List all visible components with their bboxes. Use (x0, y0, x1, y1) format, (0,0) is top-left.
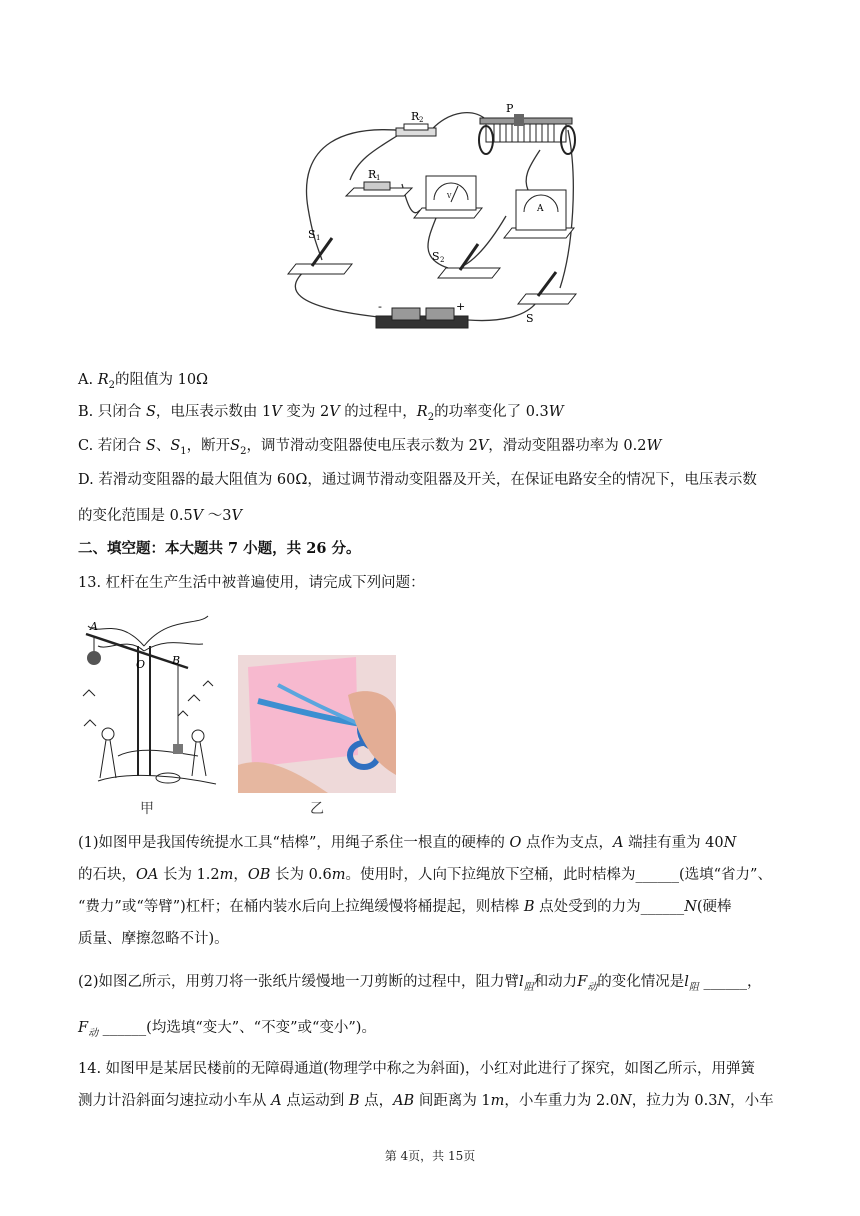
option-d-line1: D. 若滑动变阻器的最大阻值为 60Ω，通过调节滑动变阻器及开关，在保证电路安全的情况下，电压表示数 (78, 472, 757, 488)
svg-text:P: P (506, 102, 514, 115)
shadoof-illustration (78, 606, 220, 796)
svg-text:-: - (378, 300, 382, 313)
rheostat (479, 102, 575, 154)
r2-resistor (396, 110, 436, 136)
svg-text:S: S (308, 228, 316, 241)
q13-p1-line3: “费力”或“等臂”)杠杆；在桶内装水后向上拉绳缓慢将桶提起，则桔槔 B 点处受到的力为______N(硬棒 (78, 899, 732, 915)
ammeter (504, 190, 574, 238)
option-a: A. $R_2$的阻值为 10Ω (78, 372, 209, 391)
q14-line2: 测力计沿斜面匀速拉动小车从 A 点运动到 B 点，AB 间距离为 1m，小车重力为 2.0N，拉力为 0.3N，小车 (78, 1093, 774, 1109)
svg-text:R: R (411, 110, 420, 123)
figure-caption-yi: 乙 (310, 801, 324, 817)
switch-s (518, 272, 576, 325)
svg-text:R: R (368, 168, 377, 181)
q13-p1-line2: 的石块，OA 长为 1.2m，OB 长为 0.6m。使用时，人向下拉绳放下空桶，此时桔槔为______(选填“省力”、 (78, 867, 772, 883)
page-footer: 第 4页，共 15页 (384, 1149, 476, 1163)
q14-line1: 14. 如图甲是某居民楼前的无障碍通道(物理学中称之为斜面)，小红对此进行了探究，如图乙所示，用弹簧 (78, 1061, 755, 1077)
option-d-line2: 的变化范围是 0.5V ～3V (78, 508, 242, 524)
svg-text:A: A (90, 620, 98, 633)
section-heading: 二、填空题：本大题共 7 小题，共 26 分。 (78, 540, 361, 557)
switch-s2 (432, 244, 500, 278)
option-c: C. 若闭合 S、$S_1$，断开$S_2$，调节滑动变阻器使电压表示数为 2V，滑动变阻器功率为 0.2W (78, 438, 662, 457)
svg-text:1: 1 (316, 234, 321, 242)
svg-text:2: 2 (419, 116, 424, 124)
q13-stem: 13. 杠杆在生产生活中被普遍使用，请完成下列问题： (78, 575, 425, 591)
svg-text:2: 2 (440, 256, 445, 264)
q13-p1-line4: 质量、摩擦忽略不计)。 (78, 931, 229, 947)
circuit-figure (278, 98, 582, 334)
voltmeter (414, 176, 482, 218)
svg-text:B: B (172, 654, 181, 667)
figure-caption-jia: 甲 (140, 801, 154, 817)
q13-p2-line2: $F_动$ ______(均选填“变大”、“不变”或“变小”)。 (78, 1020, 376, 1039)
svg-text:1: 1 (376, 174, 381, 182)
svg-text:S: S (526, 312, 534, 325)
q13-p2-line1: (2)如图乙所示，用剪刀将一张纸片缓慢地一刀剪断的过程中，阻力臂$l_阻$和动力$F_动$的变化情况是$l_阻$ ______， (78, 974, 762, 993)
svg-text:S: S (432, 250, 440, 263)
option-b: B. 只闭合 S，电压表示数由 1V 变为 2V 的过程中，$R_2$的功率变化了 0.3W (78, 404, 564, 423)
switch-s1 (288, 228, 352, 274)
svg-text:+: + (456, 300, 466, 313)
svg-text:A: A (537, 204, 544, 214)
svg-text:V: V (447, 193, 452, 200)
battery (376, 300, 468, 328)
svg-text:O: O (136, 658, 146, 671)
r1-resistor (346, 168, 412, 196)
q13-p1-line1: (1)如图甲是我国传统提水工具“桔槔”，用绳子系住一根直的硬棒的 O 点作为支点，A 端挂有重为 40N (78, 835, 737, 851)
scissors-photo (238, 655, 396, 793)
